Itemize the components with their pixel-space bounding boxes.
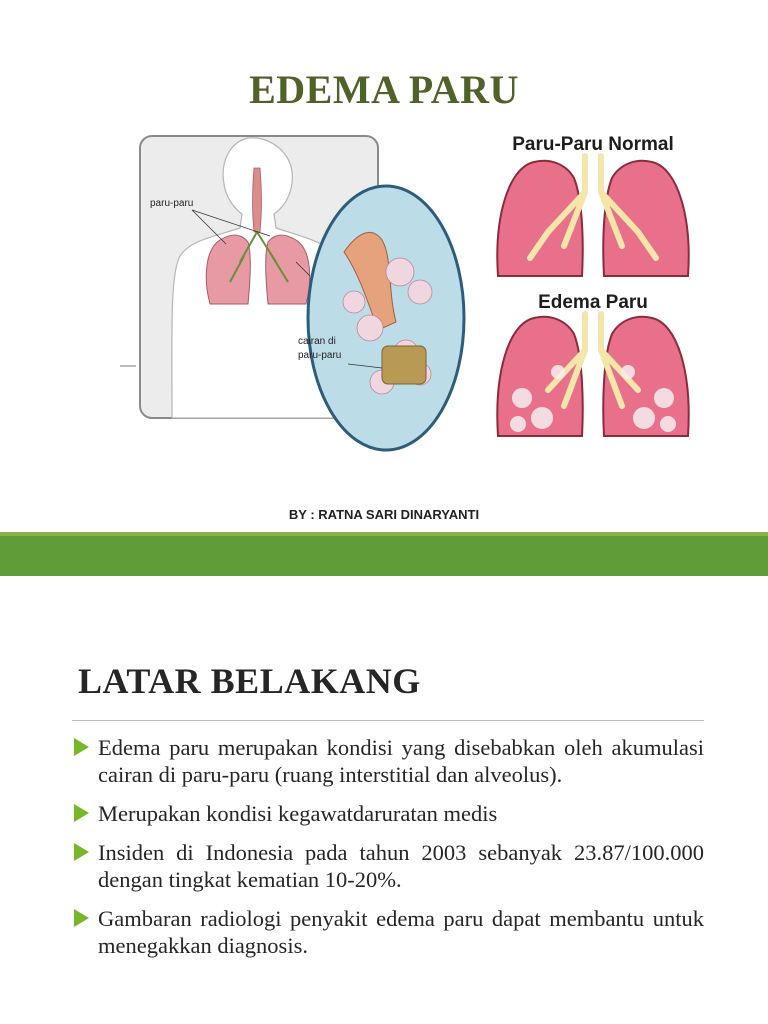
- content-slide: [0, 576, 768, 1024]
- list-item: Insiden di Indonesia pada tahun 2003 sebanyak 23.87/100.000 dengan tingkat kematian 10-20%.: [72, 839, 704, 893]
- edema-lungs: [497, 314, 688, 436]
- author-credit: BY : RATNA SARI DINARYANTI: [288, 507, 480, 522]
- label-cairan-line2: paru-paru: [298, 350, 342, 361]
- bullet-arrow-icon: [74, 843, 89, 861]
- lung-comparison-illustration: [478, 128, 708, 448]
- label-cairan-line1: cairan di: [298, 336, 336, 347]
- label-edema-paru: Edema Paru: [538, 292, 648, 313]
- section-heading: LATAR BELAKANG: [78, 661, 421, 701]
- heading-rule: [72, 720, 704, 721]
- body-lung-illustration: [120, 132, 470, 452]
- bullet-arrow-icon: [74, 738, 89, 756]
- list-item: Gambaran radiologi penyakit edema paru dapat membantu untuk menegakkan diagnosis.: [72, 905, 704, 959]
- normal-lungs: [497, 156, 688, 276]
- bullet-arrow-icon: [74, 909, 89, 927]
- label-paru-paru: paru-paru: [150, 198, 194, 209]
- list-item: Edema paru merupakan kondisi yang disebabkan oleh akumulasi cairan di paru-paru (ruang interstitial dan alveolus).: [72, 734, 704, 788]
- slide-title: EDEMA PARU: [249, 67, 519, 112]
- bullet-list: [72, 734, 704, 971]
- slide-divider-band: [0, 536, 768, 576]
- label-paru-normal: Paru-Paru Normal: [512, 134, 674, 155]
- bullet-arrow-icon: [74, 804, 89, 822]
- list-item: Merupakan kondisi kegawatdaruratan medis: [72, 800, 704, 827]
